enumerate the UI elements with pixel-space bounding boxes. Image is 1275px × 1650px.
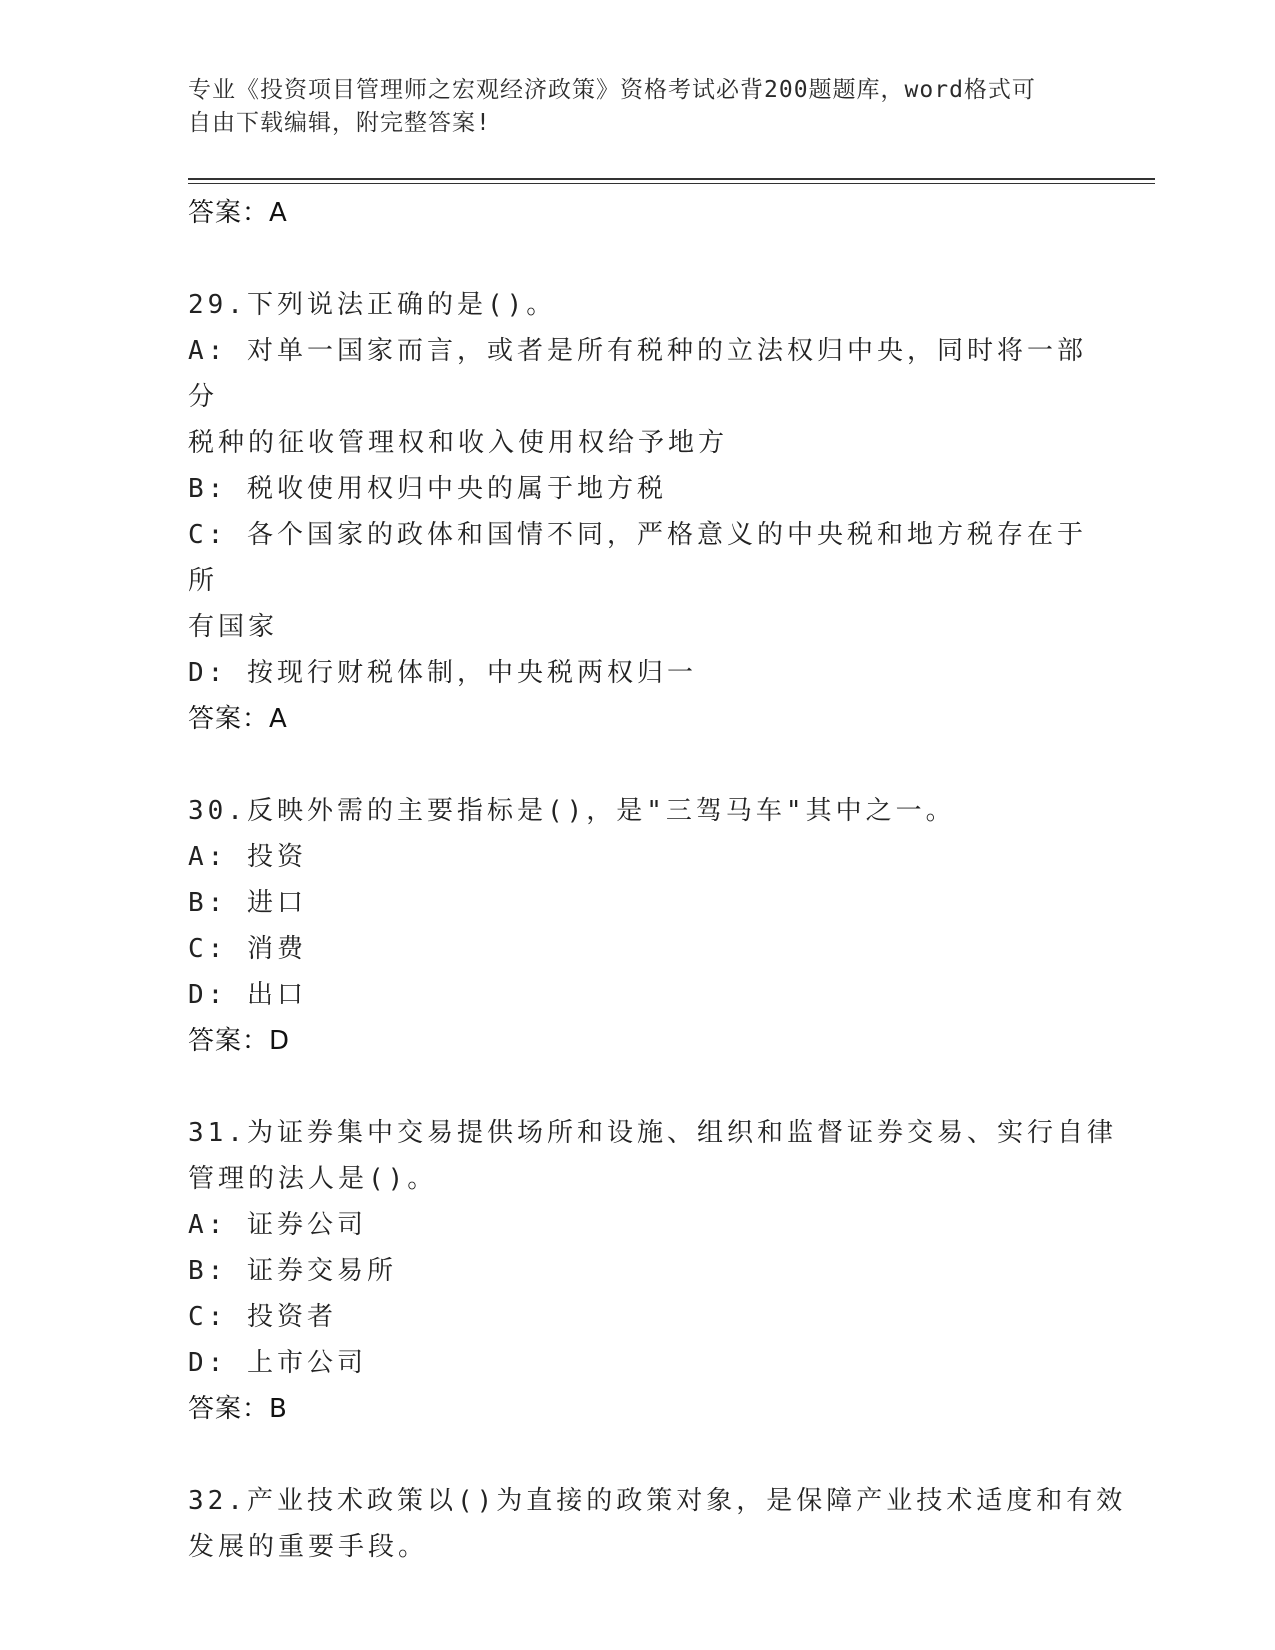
answer-line: 答案：D	[188, 1026, 291, 1056]
header-line-1: 专业《投资项目管理师之宏观经济政策》资格考试必背200题题库，word格式可	[188, 77, 1036, 103]
question-29	[188, 282, 1088, 742]
answer-line: 答案：B	[188, 1394, 288, 1424]
header-divider-thin	[188, 183, 1155, 184]
document-header	[188, 74, 1068, 140]
option-line: A: 对单一国家而言，或者是所有税种的立法权归中央，同时将一部分	[188, 336, 1087, 412]
option-line: 税种的征收管理权和收入使用权给予地方	[188, 428, 729, 458]
spacer	[188, 236, 1088, 282]
option-b: B: 税收使用权归中央的属于地方税	[188, 474, 667, 504]
answer-line: 答案：A	[188, 704, 288, 734]
question-stem: 29.下列说法正确的是()。	[188, 290, 557, 320]
spacer	[188, 1432, 1088, 1478]
option-b: B: 进口	[188, 888, 307, 918]
answer-line: 答案：A	[188, 198, 288, 228]
option-a: A: 证券公司	[188, 1210, 367, 1240]
option-d: D: 上市公司	[188, 1348, 367, 1378]
option-b: B: 证券交易所	[188, 1256, 397, 1286]
option-c: C: 投资者	[188, 1302, 337, 1332]
question-stem-line: 32.产业技术政策以()为直接的政策对象，是保障产业技术适度和有效	[188, 1486, 1127, 1516]
question-list	[188, 190, 1127, 1570]
option-d: D: 出口	[188, 980, 307, 1010]
question-stem-line: 发展的重要手段。	[188, 1532, 429, 1562]
question-31	[188, 1110, 1117, 1432]
option-c	[188, 512, 1088, 650]
option-a	[188, 328, 1088, 466]
option-c: C: 消费	[188, 934, 307, 964]
question-30	[188, 788, 1088, 1064]
option-a: A: 投资	[188, 842, 307, 872]
option-line: C: 各个国家的政体和国情不同，严格意义的中央税和地方税存在于所	[188, 520, 1087, 596]
question-stem-line: 31.为证券集中交易提供场所和设施、组织和监督证券交易、实行自律	[188, 1118, 1117, 1148]
header-line-2: 自由下载编辑，附完整答案!	[188, 110, 491, 136]
question-stem-line: 管理的法人是()。	[188, 1164, 438, 1194]
option-line: 有国家	[188, 612, 279, 642]
question-32	[188, 1478, 1127, 1570]
header-divider-thick	[188, 178, 1155, 180]
spacer	[188, 1064, 1088, 1110]
question-stem: 30.反映外需的主要指标是()，是"三驾马车"其中之一。	[188, 796, 956, 826]
option-d: D: 按现行财税体制，中央税两权归一	[188, 658, 697, 688]
spacer	[188, 742, 1088, 788]
